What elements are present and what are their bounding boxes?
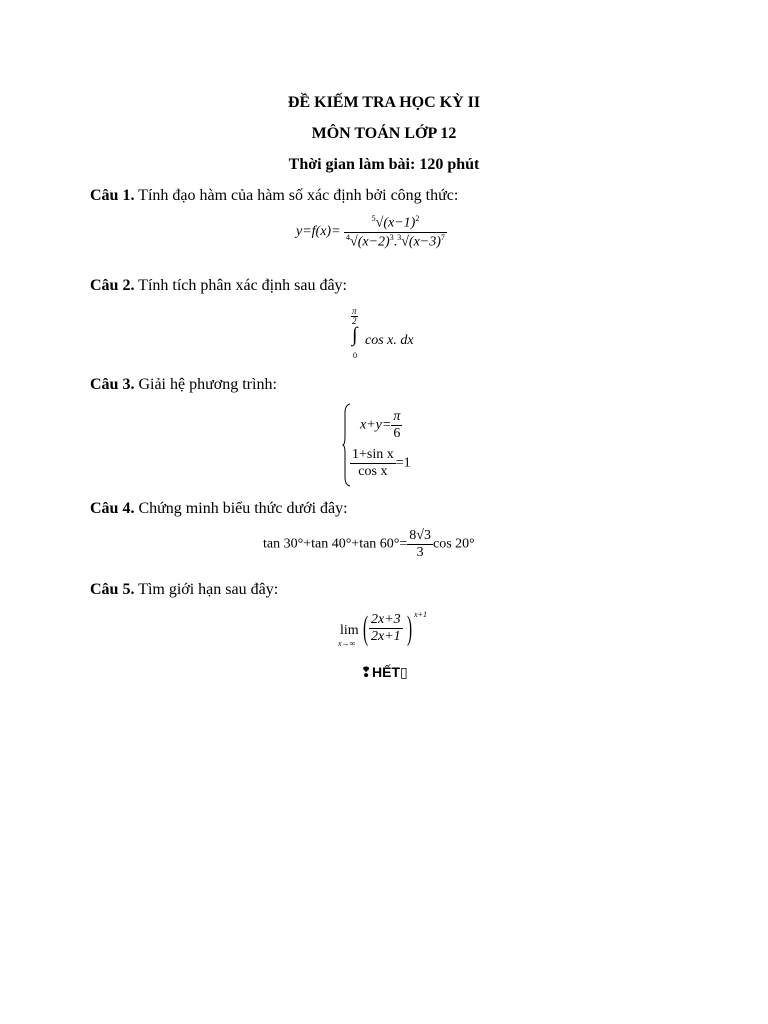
limit-exponent: x+1 (414, 610, 427, 619)
right-paren: ) (407, 610, 413, 647)
question-label: Câu 2. (90, 277, 135, 294)
question-3 (90, 376, 277, 394)
end-mark: ❢HẾT▯ (360, 664, 408, 680)
integral-upper-limit: $\frac{\pi}{2}$ (352, 306, 357, 326)
formula-limit: lim x→∞ ( $\frac{2x+3}{2x+1}$ ) x+1 (338, 610, 427, 648)
end-right-icon: ▯ (400, 664, 408, 680)
end-left-icon: ❢ (360, 664, 372, 680)
question-text: Tính đạo hàm của hàm số xác định bởi công thức: (134, 187, 459, 204)
exam-subject: MÔN TOÁN LỚP 12 (311, 125, 457, 142)
integral-lower-limit: 0 (353, 351, 357, 360)
question-5 (90, 581, 278, 599)
formula-system (342, 403, 442, 487)
question-text: Giải hệ phương trình: (134, 376, 277, 393)
formula-derivative (296, 214, 447, 250)
exam-duration: Thời gian làm bài: 120 phút (288, 156, 480, 173)
limit-fraction: $\frac{2x+3}{2x+1}$ (371, 612, 401, 644)
system-equation-2: $\frac{\text{1+sin x}}{\text{cos x}}$ =1 (352, 447, 411, 479)
exam-title: ĐỀ KIẾM TRA HỌC KỲ II (287, 94, 481, 111)
question-text: Tính tích phân xác định sau đây: (134, 277, 347, 294)
question-label: Câu 5. (90, 581, 135, 598)
formula-integral (350, 307, 440, 363)
question-label: Câu 1. (90, 187, 135, 204)
fraction-denominator: $^4√(x-2)^3.^3√(x-3)^7$ (346, 232, 445, 250)
system-equation-1: x+y= $\frac{\pi}{6}$ (360, 409, 401, 441)
fraction (344, 214, 447, 250)
question-4 (90, 500, 348, 518)
fraction-numerator: $^5√(x-1)^2$ (344, 214, 447, 233)
formula-lhs: y=f(x)= (296, 224, 341, 240)
question-label: Câu 3. (90, 376, 135, 393)
left-paren: ( (363, 610, 369, 647)
integrand: cos x. dx (365, 333, 414, 348)
question-text: Chứng minh biểu thức dưới đây: (134, 500, 348, 517)
question-label: Câu 4. (90, 500, 135, 517)
question-text: Tìm giới hạn sau đây: (134, 581, 279, 598)
question-2 (90, 277, 347, 295)
question-1 (90, 187, 458, 205)
integral-sign: ∫ (352, 324, 358, 346)
formula-trig-identity: tan 30°+tan 40°+tan 60°= $\frac{8√3}{3}$ cos 20° (263, 528, 475, 560)
